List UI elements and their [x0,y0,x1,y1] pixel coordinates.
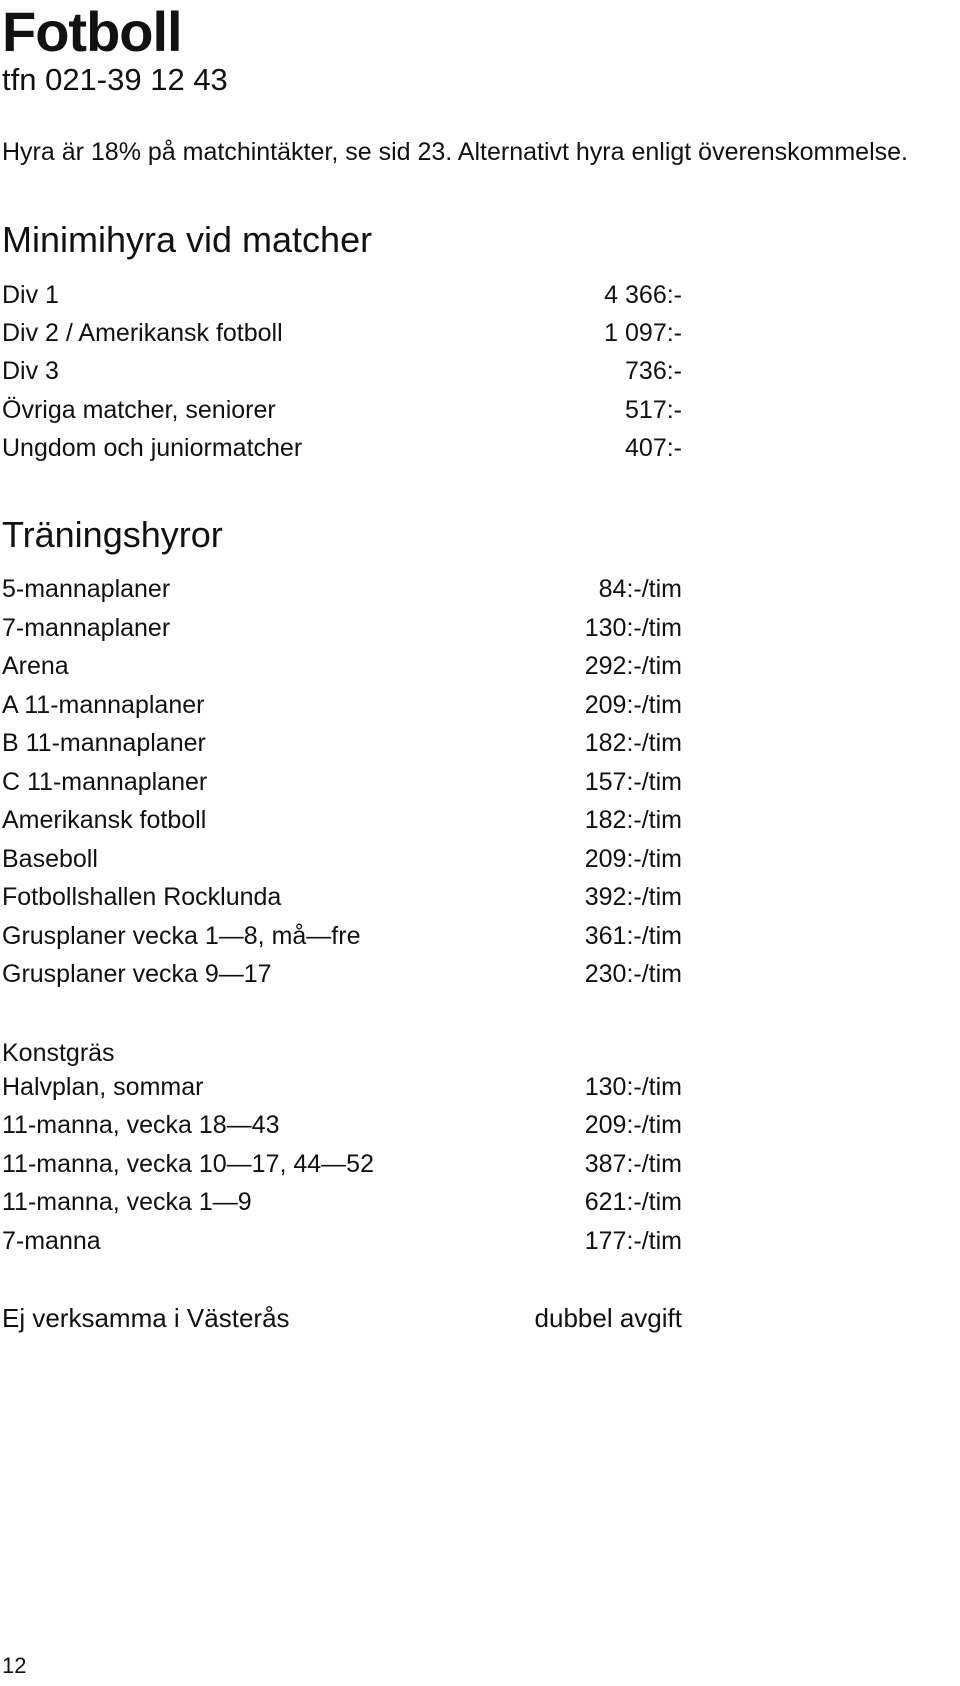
price-label: 5-mannaplaner [2,575,171,603]
price-value: 182:-/tim [584,806,682,834]
price-label: Övriga matcher, seniorer [2,395,276,424]
price-row [0,724,960,763]
traningshyror-list [0,570,960,994]
phone-number: tfn 021-39 12 43 [2,62,228,97]
price-row [0,1145,960,1183]
konstgras-heading: Konstgräs [2,1039,115,1067]
price-value: 209:-/tim [584,690,682,719]
price-label: Halvplan, sommar [2,1073,204,1101]
price-label: A 11-mannaplaner [2,690,205,719]
price-value: 209:-/tim [584,1111,682,1140]
price-row [0,1183,960,1221]
price-label: 11-manna, vecka 18—43 [2,1111,280,1140]
price-value: 157:-/tim [584,767,682,796]
footer-label: Ej verksamma i Västerås [2,1303,290,1333]
price-label: C 11-mannaplaner [2,767,208,796]
price-value: 387:-/tim [584,1149,682,1178]
price-row [0,429,960,467]
price-value: 361:-/tim [584,921,682,950]
price-row [0,917,960,956]
price-label: Grusplaner vecka 9—17 [2,960,272,988]
price-value: 736:- [625,357,682,386]
price-label: Baseboll [2,844,98,873]
price-label: Div 1 [2,281,59,309]
page-title: Fotboll [2,0,182,63]
price-row [0,840,960,879]
price-value: 392:-/tim [584,883,682,911]
intro-text: Hyra är 18% på matchintäkter, se sid 23. Alternativt hyra enligt överenskommelse. [2,138,908,166]
price-row [0,1222,960,1260]
price-row [0,1106,960,1144]
price-row [0,763,960,802]
price-row [0,878,960,917]
price-row [0,801,960,840]
footer-value: dubbel avgift [534,1303,682,1333]
konstgras-list [0,1068,960,1260]
price-label: 7-mannaplaner [2,613,171,642]
price-label: Fotbollshallen Rocklunda [2,883,282,911]
price-value: 4 366:- [604,281,682,309]
price-row [0,647,960,686]
price-label: 7-manna [2,1226,101,1255]
price-row [0,570,960,609]
minimihyra-heading: Minimihyra vid matcher [2,219,373,260]
price-row [0,352,960,390]
price-row [0,955,960,994]
price-value: 209:-/tim [584,844,682,873]
price-label: Arena [2,652,69,680]
price-label: Ungdom och juniormatcher [2,433,303,462]
traningshyror-heading: Träningshyror [2,514,223,555]
price-value: 130:-/tim [584,1073,682,1101]
price-label: Div 3 [2,357,59,386]
price-row [0,314,960,352]
price-row [0,391,960,429]
price-value: 1 097:- [604,319,682,348]
price-row [0,1068,960,1106]
price-value: 517:- [625,395,682,424]
price-label: Amerikansk fotboll [2,806,207,834]
price-value: 292:-/tim [584,652,682,680]
price-row [0,609,960,648]
price-label: Div 2 / Amerikansk fotboll [2,319,283,348]
page-number: 12 [2,1653,27,1678]
price-value: 407:- [625,433,682,462]
price-row [0,276,960,314]
price-value: 84:-/tim [598,575,682,603]
price-label: 11-manna, vecka 1—9 [2,1188,252,1217]
price-value: 230:-/tim [584,960,682,988]
footer-note [0,1298,960,1338]
price-value: 177:-/tim [584,1226,682,1255]
price-value: 130:-/tim [584,613,682,642]
price-row [0,686,960,725]
price-value: 182:-/tim [584,729,682,757]
price-label: Grusplaner vecka 1—8, må—fre [2,921,361,950]
price-label: B 11-mannaplaner [2,729,206,757]
price-value: 621:-/tim [584,1188,682,1217]
minimihyra-list [0,276,960,467]
price-label: 11-manna, vecka 10—17, 44—52 [2,1149,374,1178]
